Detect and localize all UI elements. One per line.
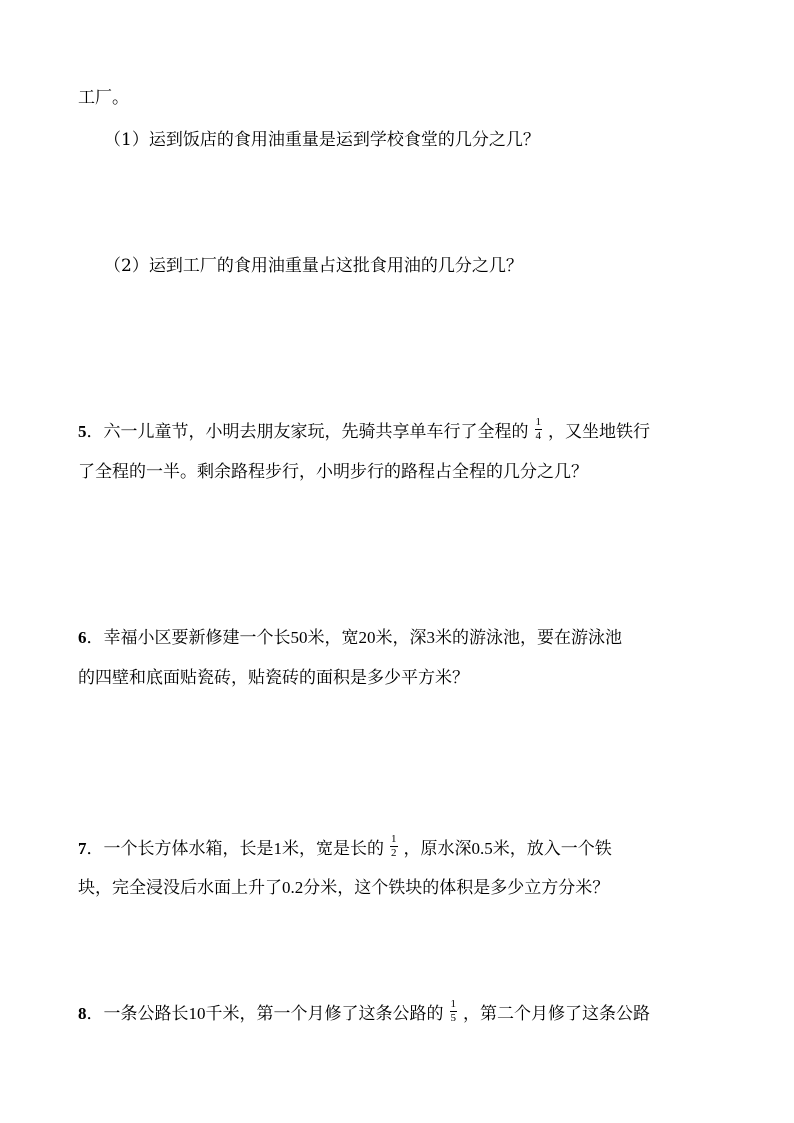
problem-8-text-c: ，第二个月修了这条公路 (463, 1004, 650, 1024)
fraction-numerator: 1 (535, 416, 541, 428)
problem-5-fraction (535, 417, 543, 442)
problem-7-fraction (390, 834, 398, 859)
problem-5-line-2: 了全程的一半。剩余路程步行，小明步行的路程占全程的几分之几？ (78, 462, 588, 482)
problem-6-text-d: 米的游泳池，要在游泳池 (435, 628, 622, 648)
problem-7-text-a: ．一个长方体水箱，长是 (86, 839, 274, 859)
problem-6-line-1 (78, 628, 622, 648)
problem-8-text-a: ．一条公路长 (86, 1004, 189, 1024)
problem-7-water-depth: 0.5 (471, 839, 493, 858)
problem-5-text-a: ．六一儿童节，小明去朋友家玩，先骑共享单车行了全程的 (86, 422, 529, 442)
problem-5-number: 5 (78, 422, 87, 441)
problem-6-text-a: ．幸福小区要新修建一个长 (86, 628, 291, 648)
problem-5-text-b: ，又坐地铁行 (548, 422, 650, 442)
problem-6-line-2: 的四壁和底面贴瓷砖，贴瓷砖的面积是多少平方米？ (78, 668, 469, 688)
problem-4-subquestion-1: （1）运到饭店的食用油重量是运到学校食堂的几分之几？ (104, 130, 540, 150)
problem-5-line-1 (78, 416, 650, 445)
fraction-denominator: 4 (535, 430, 541, 442)
problem-6-depth: 3 (426, 628, 435, 647)
problem-6-text-b: 米，宽 (307, 628, 359, 648)
problem-4-continuation: 工厂。 (78, 88, 129, 108)
problem-7-number: 7 (78, 839, 87, 858)
problem-6-number: 6 (78, 628, 87, 647)
problem-6-text-c: 米，深 (375, 628, 427, 648)
problem-7-text-b: 米，宽是长的 (282, 839, 384, 859)
problem-7-text-e: 块，完全浸没后水面上升了 (78, 878, 282, 898)
fraction-denominator: 2 (391, 847, 397, 859)
problem-7-line-1 (78, 833, 612, 862)
problem-6-length: 50 (290, 628, 308, 647)
problem-8-text-b: 千米，第一个月修了这条公路的 (205, 1004, 444, 1024)
problem-8-road-length: 10 (188, 1004, 206, 1023)
fraction-denominator: 5 (450, 1012, 456, 1024)
fraction-numerator: 1 (391, 833, 397, 845)
problem-8-fraction (450, 999, 458, 1024)
problem-7-rise: 0.2 (282, 878, 304, 897)
problem-7-length: 1 (273, 839, 282, 858)
problem-8-number: 8 (78, 1004, 87, 1023)
fraction-numerator: 1 (450, 998, 456, 1010)
problem-7-text-f: 分米，这个铁块的体积是多少立方分米？ (303, 878, 610, 898)
problem-8-line-1 (78, 998, 650, 1027)
problem-7-text-c: ，原水深 (403, 839, 472, 859)
problem-7-line-2 (78, 878, 609, 898)
problem-6-width: 20 (358, 628, 376, 647)
problem-7-text-d: 米，放入一个铁 (492, 839, 612, 859)
problem-4-subquestion-2: （2）运到工厂的食用油重量占这批食用油的几分之几？ (104, 256, 523, 276)
